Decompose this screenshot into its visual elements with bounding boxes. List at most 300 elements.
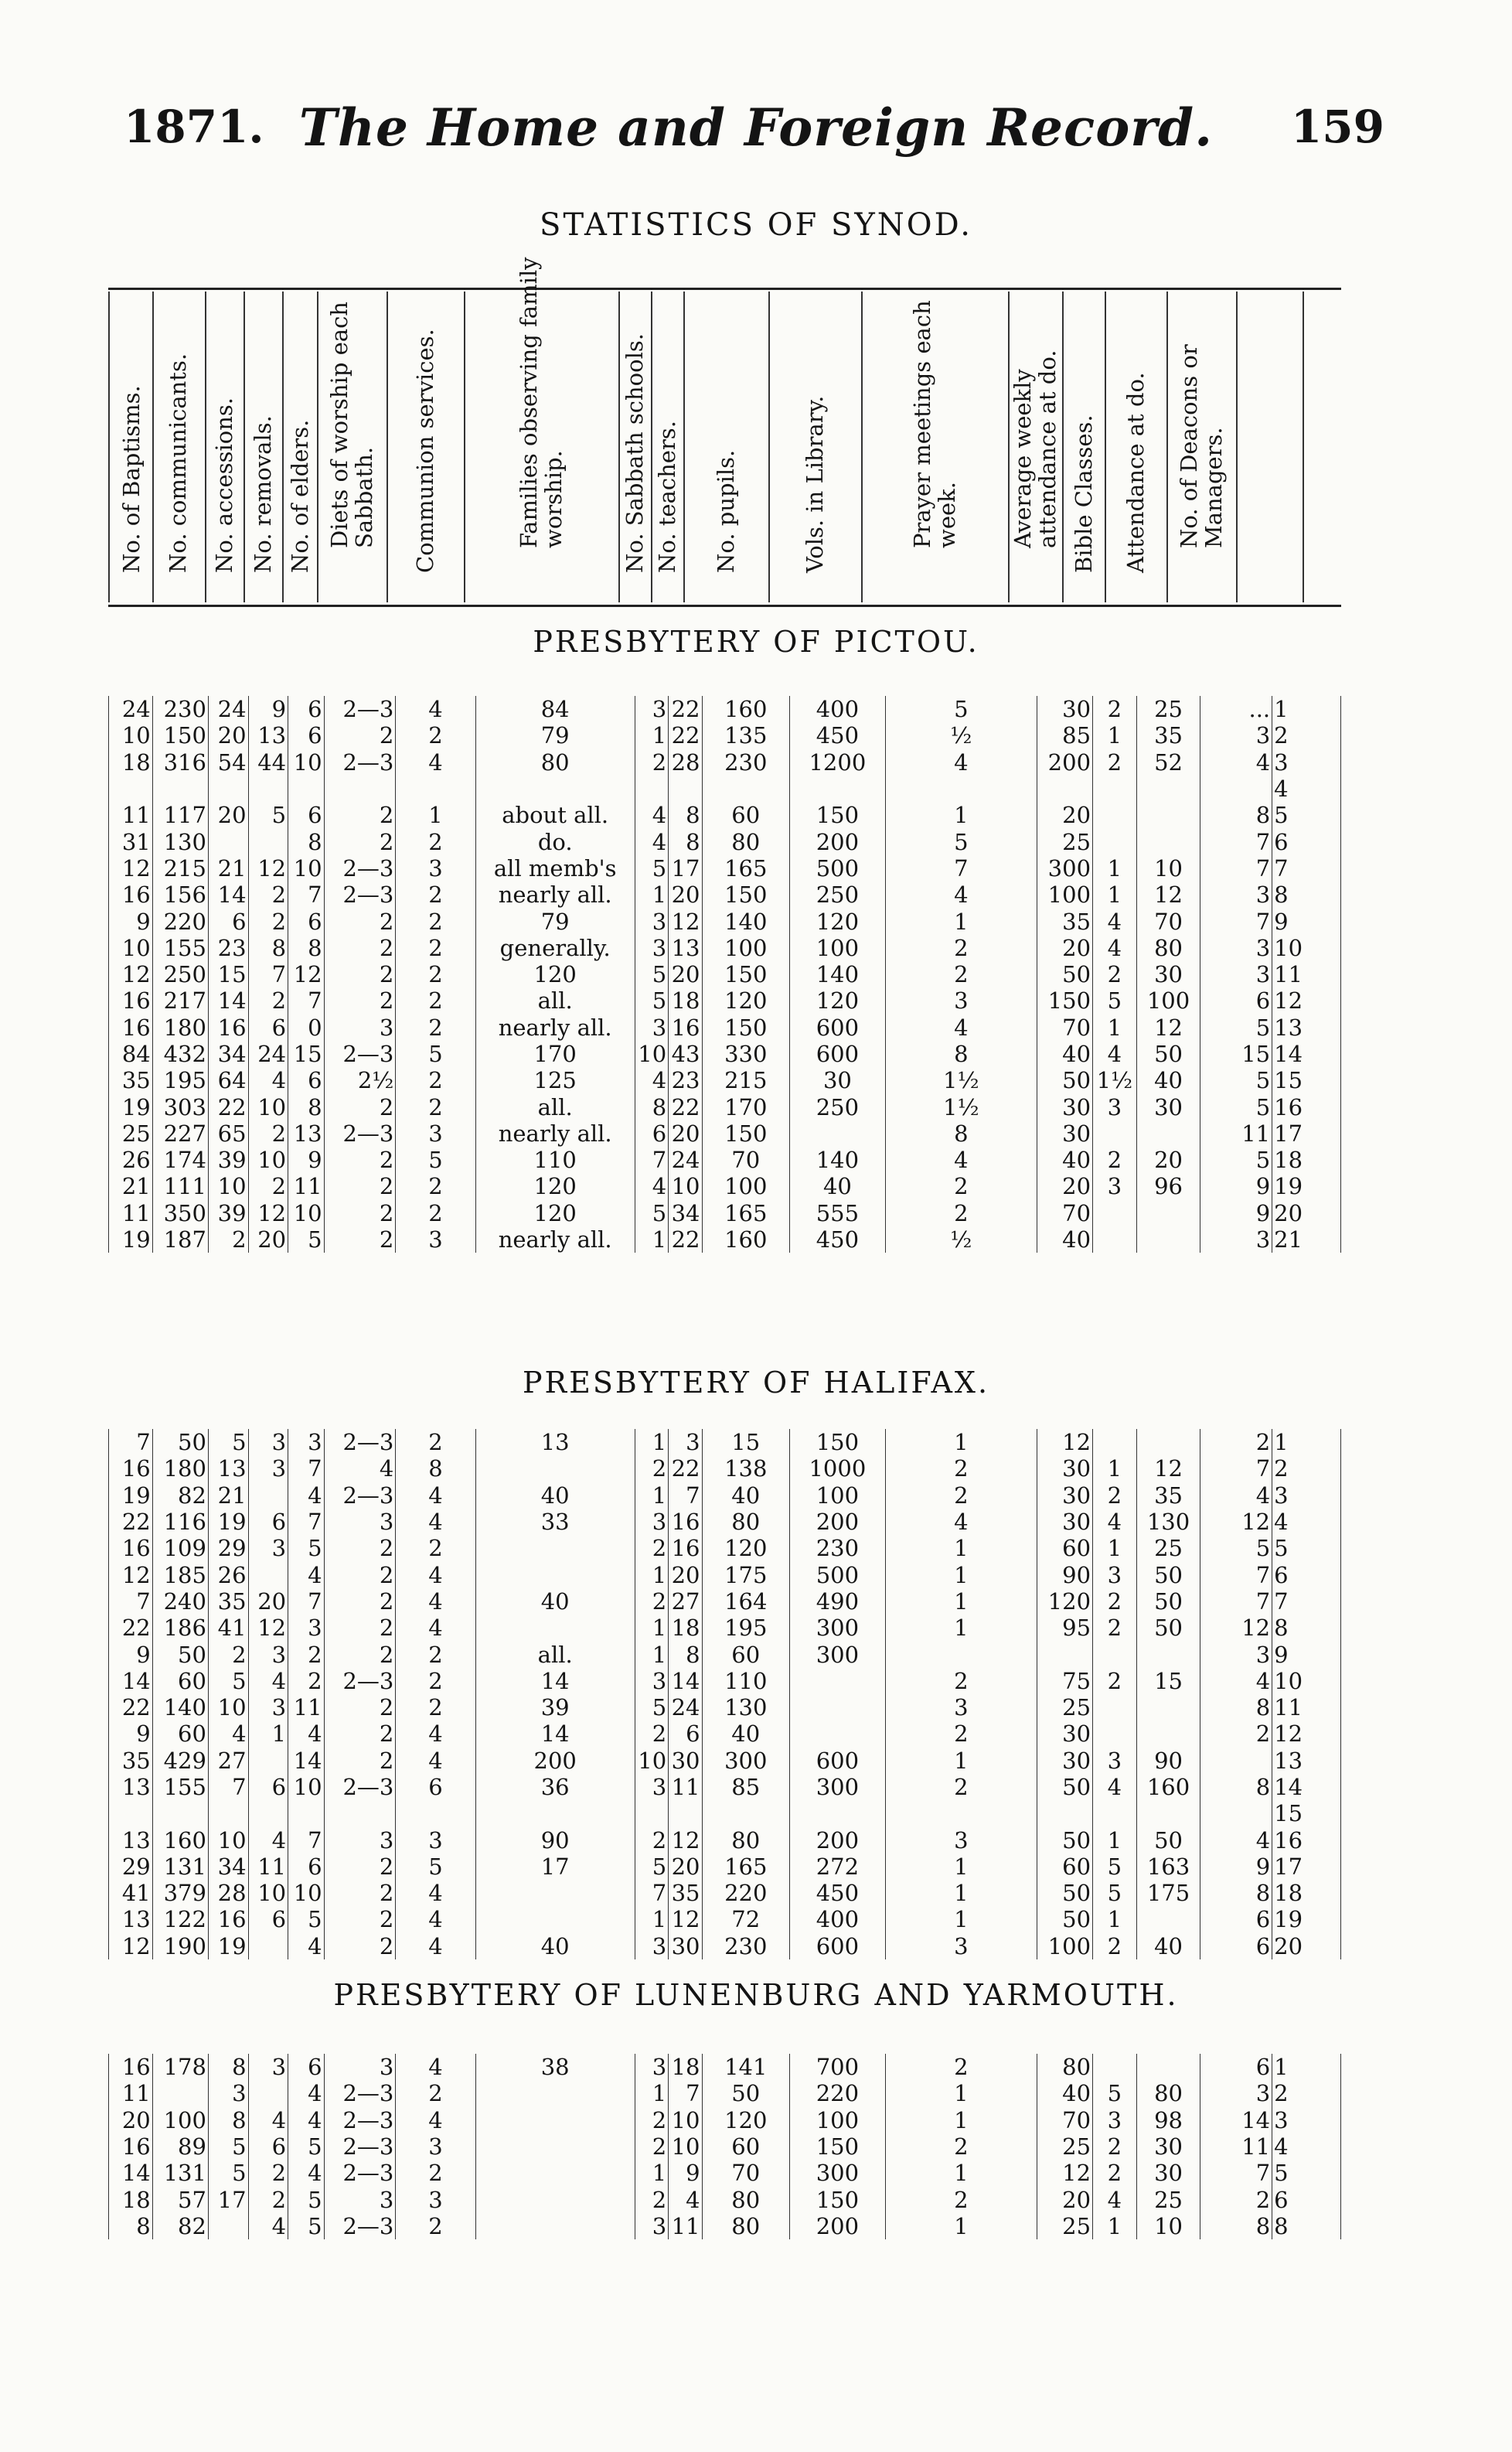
table-cell: 35: [669, 1880, 702, 1906]
table-cell: 230: [152, 696, 208, 722]
table-cell: 450: [790, 1226, 886, 1253]
table-cell: 1½: [1093, 1067, 1137, 1093]
table-cell: 2: [248, 2160, 288, 2186]
table-cell: 4: [635, 828, 668, 854]
column-header-label: No. pupils.: [713, 449, 739, 573]
table-cell: 50: [1136, 1588, 1200, 1615]
table-cell: 80: [702, 1509, 789, 1535]
table-cell: 141: [702, 2054, 789, 2080]
table-cell: [475, 1906, 635, 1932]
table-cell: 80: [702, 828, 789, 854]
table-cell: 5: [1272, 2160, 1341, 2186]
table-cell: 100: [1136, 987, 1200, 1014]
table-cell: 7: [109, 1588, 153, 1615]
table-cell: 17: [1272, 1853, 1341, 1880]
table-cell: 20: [1136, 1147, 1200, 1173]
table-cell: 2: [396, 908, 475, 934]
table-cell: 5: [288, 2213, 324, 2239]
table-cell: [109, 1800, 153, 1826]
table-cell: 2: [396, 987, 475, 1014]
table-cell: 50: [1037, 1906, 1092, 1932]
table-cell: 2: [396, 1015, 475, 1041]
table-cell: 1: [635, 2080, 668, 2106]
table-cell: 3: [1093, 2107, 1137, 2133]
table-cell: 120: [702, 987, 789, 1014]
table-cell: 25: [1136, 1535, 1200, 1561]
table-cell: 3: [396, 1120, 475, 1147]
table-cell: 600: [790, 1748, 886, 1774]
table-cell: 8: [396, 1455, 475, 1482]
table-cell: 6: [288, 2054, 324, 2080]
table-cell: 60: [152, 1720, 208, 1747]
table-cell: 2: [1200, 1720, 1272, 1747]
table-cell: 9: [1200, 1200, 1272, 1226]
table-cell: 22: [669, 1093, 702, 1120]
table-cell: 2: [635, 1455, 668, 1482]
table-cell: 60: [1037, 1853, 1092, 1880]
table-cell: 3: [1200, 882, 1272, 908]
table-cell: 57: [152, 2186, 208, 2212]
table-cell: 3: [635, 2054, 668, 2080]
table-cell: 1: [635, 1226, 668, 1253]
table-cell: 13: [1272, 1748, 1341, 1774]
table-cell: [248, 1482, 288, 1509]
table-cell: 178: [152, 2054, 208, 2080]
table-cell: 14: [669, 1668, 702, 1694]
table-cell: 8: [669, 802, 702, 828]
table-cell: 40: [1037, 1041, 1092, 1067]
table-cell: 12: [109, 1561, 153, 1587]
column-header: [387, 292, 465, 602]
column-header-label: No. of Baptisms.: [117, 385, 145, 573]
table-cell: 6: [288, 802, 324, 828]
table-cell: 1: [885, 802, 1037, 828]
table-cell: 5: [208, 2133, 248, 2160]
table-cell: 13: [669, 935, 702, 961]
table-cell: [475, 2160, 635, 2186]
table-cell: 230: [702, 1933, 789, 1959]
table-cell: 2: [1093, 749, 1137, 776]
table-cell: 20: [1272, 1933, 1341, 1959]
table-cell: 4: [396, 1933, 475, 1959]
table-cell: 163: [1136, 1853, 1200, 1880]
table-cell: 39: [208, 1147, 248, 1173]
table-row: [109, 1588, 1341, 1615]
table-cell: 80: [1037, 2054, 1092, 2080]
table-cell: 40: [1037, 1147, 1092, 1173]
table-cell: 1: [885, 2213, 1037, 2239]
table-cell: 20: [1037, 1173, 1092, 1199]
table-cell: 12: [669, 908, 702, 934]
table-cell: 6: [208, 908, 248, 934]
table-cell: 160: [152, 1826, 208, 1853]
table-cell: 10: [288, 855, 324, 882]
table-cell: 215: [152, 855, 208, 882]
table-cell: 7: [288, 1826, 324, 1853]
table-cell: 1: [635, 2160, 668, 2186]
table-cell: 109: [152, 1535, 208, 1561]
table-cell: 2—3: [324, 1041, 396, 1067]
table-cell: 18: [669, 1615, 702, 1641]
table-cell: 3: [1200, 722, 1272, 749]
table-cell: 20: [208, 802, 248, 828]
table-cell: 79: [475, 908, 635, 934]
table-cell: 2—3: [324, 2160, 396, 2186]
table-cell: 3: [635, 696, 668, 722]
table-cell: 16: [109, 1455, 153, 1482]
table-cell: [1093, 2054, 1137, 2080]
table-cell: all.: [475, 1641, 635, 1667]
table-cell: 40: [1037, 1226, 1092, 1253]
table-cell: 2: [635, 1720, 668, 1747]
table-cell: 3: [635, 1774, 668, 1800]
table-cell: 1: [1093, 2213, 1137, 2239]
table-cell: 3: [248, 1641, 288, 1667]
table-cell: [1136, 1694, 1200, 1720]
table-cell: 14: [475, 1668, 635, 1694]
table-cell: 110: [475, 1147, 635, 1173]
table-cell: 1: [635, 882, 668, 908]
table-cell: 10: [288, 1200, 324, 1226]
table-cell: 300: [790, 2160, 886, 2186]
table-cell: 175: [702, 1561, 789, 1587]
table-cell: 3: [1093, 1748, 1137, 1774]
table-cell: 5: [396, 1853, 475, 1880]
table-cell: 4: [288, 1933, 324, 1959]
table-halifax: [108, 1429, 1341, 1959]
table-cell: 2: [324, 1853, 396, 1880]
table-cell: 5: [288, 2133, 324, 2160]
table-cell: 8: [885, 1041, 1037, 1067]
table-cell: 8: [1272, 2213, 1341, 2239]
table-cell: 220: [790, 2080, 886, 2106]
table-cell: 555: [790, 1200, 886, 1226]
table-cell: 150: [152, 722, 208, 749]
table-cell: 50: [1037, 1880, 1092, 1906]
column-header: [282, 292, 318, 602]
table-cell: [288, 776, 324, 802]
column-header-label: Attendance at do.: [1122, 372, 1149, 573]
column-header: [651, 292, 685, 602]
table-cell: 30: [1037, 1120, 1092, 1147]
table-cell: 300: [1037, 855, 1092, 882]
table-cell: 16: [109, 1015, 153, 1041]
table-cell: 96: [1136, 1173, 1200, 1199]
column-header-label: No. of Deacons or Managers.: [1176, 344, 1227, 548]
table-cell: 125: [475, 1067, 635, 1093]
table-cell: 2—3: [324, 2133, 396, 2160]
table-cell: 2: [1200, 2186, 1272, 2212]
table-cell: nearly all.: [475, 1226, 635, 1253]
table-cell: 117: [152, 802, 208, 828]
table-cell: 50: [1136, 1615, 1200, 1641]
table-cell: 9: [109, 908, 153, 934]
table-cell: 70: [1037, 1015, 1092, 1041]
table-cell: 8: [669, 828, 702, 854]
table-cell: 6: [288, 696, 324, 722]
table-cell: 11: [288, 1694, 324, 1720]
table-cell: 10: [248, 1880, 288, 1906]
table-cell: 24: [109, 696, 153, 722]
table-cell: 6: [248, 1774, 288, 1800]
table-cell: 18: [669, 2054, 702, 2080]
table-cell: 2—3: [324, 696, 396, 722]
table-cell: 7: [669, 2080, 702, 2106]
table-row: [109, 2186, 1341, 2212]
table-cell: 2: [396, 935, 475, 961]
table-cell: 3: [1200, 1641, 1272, 1667]
table-cell: ...: [1200, 696, 1272, 722]
table-cell: 5: [248, 802, 288, 828]
table-cell: [396, 1800, 475, 1826]
table-cell: [475, 2186, 635, 2212]
table-cell: 15: [1200, 1041, 1272, 1067]
table-cell: [1136, 1906, 1200, 1932]
table-cell: 40: [1136, 1067, 1200, 1093]
table-cell: 1000: [790, 1455, 886, 1482]
table-cell: 10: [1136, 2213, 1200, 2239]
table-cell: 3: [1272, 1482, 1341, 1509]
table-cell: 80: [702, 2213, 789, 2239]
table-cell: 2: [1093, 2133, 1137, 2160]
table-cell: 4: [1272, 776, 1341, 802]
table-cell: 3: [1093, 1173, 1137, 1199]
table-cell: 6: [1272, 1561, 1341, 1587]
table-cell: 8: [248, 935, 288, 961]
table-cell: 429: [152, 1748, 208, 1774]
table-cell: 2: [1272, 2080, 1341, 2106]
table-cell: 10: [288, 1880, 324, 1906]
table-cell: 90: [1136, 1748, 1200, 1774]
table-cell: 18: [669, 987, 702, 1014]
table-cell: 2: [885, 1173, 1037, 1199]
table-cell: [1093, 828, 1137, 854]
page-number: 159: [1290, 101, 1384, 153]
table-cell: 10: [669, 1173, 702, 1199]
table-cell: 1½: [885, 1093, 1037, 1120]
table-cell: [635, 776, 668, 802]
table-cell: 164: [702, 1588, 789, 1615]
table-row: [109, 1429, 1341, 1455]
column-header: [861, 292, 1010, 602]
table-cell: 85: [1037, 722, 1092, 749]
table-cell: 4: [288, 1720, 324, 1747]
table-cell: 9: [248, 696, 288, 722]
table-cell: 5: [1200, 1067, 1272, 1093]
table-cell: 3: [396, 2133, 475, 2160]
table-cell: [1200, 776, 1272, 802]
table-cell: 9: [669, 2160, 702, 2186]
table-cell: 2: [1093, 1668, 1137, 1694]
table-row: [109, 961, 1341, 987]
table-cell: [396, 776, 475, 802]
table-cell: 200: [790, 2213, 886, 2239]
table-cell: 20: [669, 1120, 702, 1147]
table-cell: 100: [1037, 1933, 1092, 1959]
table-cell: 4: [288, 2107, 324, 2133]
table-cell: 16: [208, 1906, 248, 1932]
table-cell: 4: [669, 2186, 702, 2212]
table-cell: 2: [885, 961, 1037, 987]
table-cell: 4: [396, 696, 475, 722]
table-cell: 16: [109, 987, 153, 1014]
table-row: [109, 1615, 1341, 1641]
table-cell: 10: [109, 935, 153, 961]
table-row: [109, 855, 1341, 882]
table-cell: 60: [702, 802, 789, 828]
table-cell: 15: [288, 1041, 324, 1067]
table-cell: 4: [396, 1482, 475, 1509]
table-cell: 20: [1037, 802, 1092, 828]
table-cell: 3: [1200, 935, 1272, 961]
table-row: [109, 1226, 1341, 1253]
table-cell: 2: [248, 908, 288, 934]
table-cell: 3: [1200, 2080, 1272, 2106]
table-cell: 180: [152, 1015, 208, 1041]
table-cell: ½: [885, 1226, 1037, 1253]
table-cell: do.: [475, 828, 635, 854]
column-header: [1008, 292, 1064, 602]
table-cell: 2: [885, 1455, 1037, 1482]
table-cell: 24: [248, 1041, 288, 1067]
table-cell: 150: [702, 882, 789, 908]
table-cell: 12: [1200, 1509, 1272, 1535]
table-cell: 6: [248, 2133, 288, 2160]
table-row: [109, 802, 1341, 828]
table-cell: 4: [288, 2160, 324, 2186]
table-cell: 5: [1200, 1093, 1272, 1120]
table-cell: 1: [885, 908, 1037, 934]
column-header-label: Prayer meetings each week.: [909, 300, 960, 548]
table-cell: 40: [702, 1482, 789, 1509]
table-cell: 4: [248, 1826, 288, 1853]
section-pictou: [0, 619, 1512, 665]
table-cell: 16: [208, 1015, 248, 1041]
table-cell: 2: [1200, 1429, 1272, 1455]
table-cell: 1: [885, 1906, 1037, 1932]
table-cell: [1136, 2054, 1200, 2080]
table-cell: 6: [635, 1120, 668, 1147]
table-cell: 2: [248, 987, 288, 1014]
table-cell: 2: [635, 1535, 668, 1561]
table-cell: 85: [702, 1774, 789, 1800]
table-cell: 120: [702, 2107, 789, 2133]
table-cell: 34: [208, 1041, 248, 1067]
table-cell: 19: [1272, 1173, 1341, 1199]
table-cell: 64: [208, 1067, 248, 1093]
table-cell: 2: [396, 1641, 475, 1667]
table-cell: 23: [669, 1067, 702, 1093]
table-row: [109, 882, 1341, 908]
table-cell: 9: [288, 1147, 324, 1173]
table-cell: 150: [790, 2186, 886, 2212]
table-cell: 12: [109, 961, 153, 987]
table-cell: 1: [1093, 1535, 1137, 1561]
table-cell: 11: [109, 802, 153, 828]
table-cell: 379: [152, 1880, 208, 1906]
table-cell: 80: [702, 1826, 789, 1853]
table-cell: 2: [288, 1641, 324, 1667]
table-cell: [208, 1800, 248, 1826]
table-cell: 17: [475, 1853, 635, 1880]
table-cell: [790, 776, 886, 802]
table-cell: 20: [669, 961, 702, 987]
table-cell: 35: [208, 1588, 248, 1615]
table-cell: 12: [248, 1615, 288, 1641]
table-cell: 8: [288, 935, 324, 961]
table-cell: 95: [1037, 1615, 1092, 1641]
table-cell: [475, 1455, 635, 1482]
column-header-label: No. communicants.: [165, 353, 191, 573]
table-cell: 1: [885, 1535, 1037, 1561]
table-cell: 16: [109, 1535, 153, 1561]
table-cell: 170: [702, 1093, 789, 1120]
table-cell: 12: [1272, 987, 1341, 1014]
table-lunenburg: [108, 2054, 1341, 2239]
table-cell: [208, 2213, 248, 2239]
table-cell: [1093, 1694, 1137, 1720]
table-cell: 9: [109, 1720, 153, 1747]
table-cell: 5: [396, 1147, 475, 1173]
table-cell: 50: [1136, 1041, 1200, 1067]
table-cell: 2: [885, 2054, 1037, 2080]
table-cell: 6: [288, 722, 324, 749]
table-cell: 400: [790, 696, 886, 722]
table-cell: 140: [702, 908, 789, 934]
table-cell: 700: [790, 2054, 886, 2080]
table-cell: 160: [702, 1226, 789, 1253]
table-cell: 16: [669, 1535, 702, 1561]
table-cell: 12: [1136, 882, 1200, 908]
table-cell: 1: [635, 1561, 668, 1587]
table-cell: 6: [288, 1853, 324, 1880]
table-row: [109, 2054, 1341, 2080]
table-cell: 11: [1200, 1120, 1272, 1147]
table-cell: 1: [1093, 1826, 1137, 1853]
table-cell: 31: [109, 828, 153, 854]
table-cell: 4: [1093, 908, 1137, 934]
table-cell: 0: [288, 1015, 324, 1041]
table-cell: 2: [885, 1774, 1037, 1800]
table-cell: 160: [1136, 1774, 1200, 1800]
table-cell: 2: [324, 1906, 396, 1932]
table-cell: 2½: [324, 1067, 396, 1093]
table-cell: [1093, 1226, 1137, 1253]
table-cell: 1: [885, 1429, 1037, 1455]
column-header: [205, 292, 245, 602]
table-cell: 13: [109, 1774, 153, 1800]
table-cell: about all.: [475, 802, 635, 828]
table-cell: 215: [702, 1067, 789, 1093]
table-cell: 2: [396, 1535, 475, 1561]
table-cell: 79: [475, 722, 635, 749]
table-cell: 156: [152, 882, 208, 908]
table-cell: 16: [109, 2133, 153, 2160]
table-cell: 4: [885, 1147, 1037, 1173]
table-cell: 2: [635, 2186, 668, 2212]
table-cell: 3: [288, 1429, 324, 1455]
table-cell: 20: [208, 722, 248, 749]
table-cell: 2: [248, 1173, 288, 1199]
table-cell: 116: [152, 1509, 208, 1535]
table-cell: 4: [1200, 749, 1272, 776]
table-cell: 1: [396, 802, 475, 828]
table-cell: 4: [1093, 1774, 1137, 1800]
table-cell: 4: [1093, 2186, 1137, 2212]
table-cell: 1: [885, 1880, 1037, 1906]
table-cell: 4: [396, 2054, 475, 2080]
table-cell: 3: [635, 1668, 668, 1694]
